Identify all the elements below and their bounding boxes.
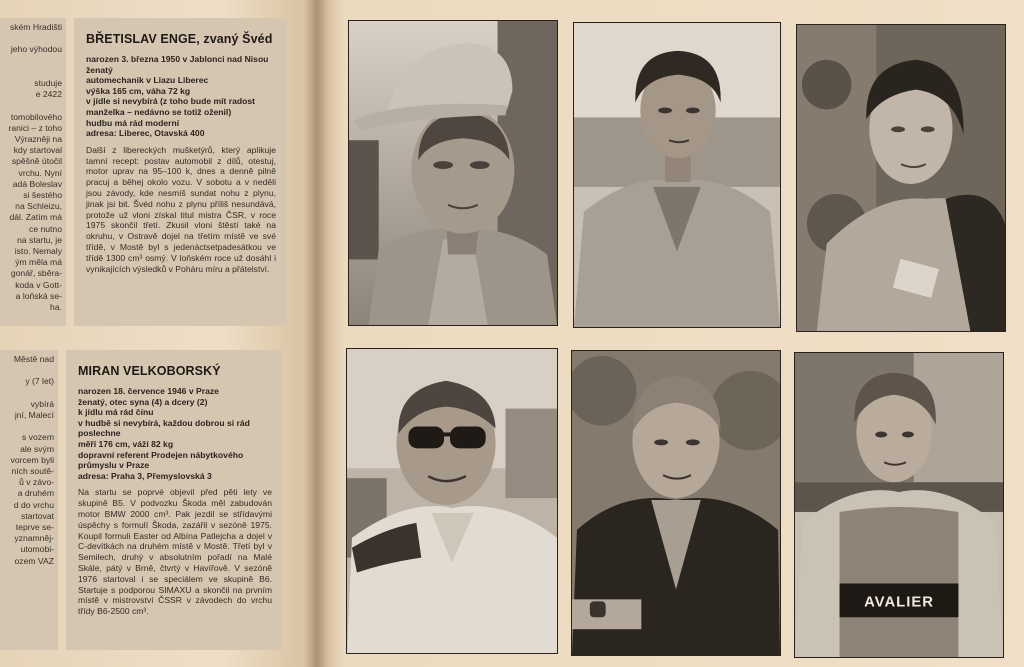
fragment-line: [0, 421, 54, 432]
fragment-line: ým měla má: [15, 257, 62, 268]
fragment-line: ních soutě-: [11, 466, 54, 477]
fact-line: průmyslu v Praze: [78, 460, 150, 471]
fragment-line: ha.: [50, 302, 62, 313]
fact-line: narozen 3. března 1950 v Jablonci nad Nisou: [86, 54, 269, 64]
fact-line: dopravní referent Prodejen nábytkového: [78, 449, 244, 460]
fragment-line: teprve se-: [15, 522, 54, 533]
fragment-line: studuje: [34, 78, 62, 89]
fragment-line: tomobilového: [10, 111, 62, 122]
photo-driver-jacket: [796, 24, 1006, 332]
fragment-line: ce nutno: [29, 223, 62, 234]
fragment-line: vorcem byli: [10, 454, 54, 465]
photo-driver-cap: [348, 20, 558, 326]
fragment-line: dál. Zatím má: [9, 212, 62, 223]
fact-line: hudbu má rád moderní: [86, 117, 180, 128]
fragment-line: [0, 33, 62, 44]
profile-name: MIRAN VELKOBORSKÝ: [78, 364, 221, 378]
fragment-line: vrchu. Nyní: [18, 167, 62, 178]
fragment-line: kdy startoval: [13, 145, 62, 156]
fact-line: ženatý: [86, 64, 113, 75]
fragment-line: e 2422: [35, 89, 62, 100]
profile-name: BŘETISLAV ENGE, zvaný Švéd: [86, 32, 273, 46]
fragment-line: jní, Malecí: [14, 410, 54, 421]
fragment-line: ozem VAZ: [14, 555, 54, 566]
page-gutter: [306, 0, 328, 667]
fragment-line: y (7 let): [25, 376, 54, 387]
profile-description: Na startu se poprvé objevil před pěti lety ve skupině B5. V podvozku Škoda měl zabudován motor BMW 2000 cm³. Pak jezdil se střídavými úspěchy s formulí Škoda, zazářil v sezóně 1975. Koupil formuli Easter od Albína Patlejcha a dojel v C-devítkách na druhém místě v Mostě. Třetí byl v Semilech, druhý v absolutním pořadí na Malé Skále, pátý v Brně, čtvrtý v Havířově. V sezóně 1976 startoval i se speciálem ve skupině B6. Startuje s podporou SIMAXU a skončil na prvním místě v mistrovství ČSSR v závodech do vrchu třídy B6-2500 cm³.: [78, 487, 272, 617]
fragment-line: a druhém: [17, 488, 54, 499]
photo-driver-shirt: [573, 22, 781, 328]
fact-line: adresa: Liberec, Otavská 400: [86, 128, 205, 139]
fragment-line: koda v Gott-: [15, 279, 62, 290]
jacket-print-text: AVALIER: [864, 594, 934, 611]
fact-line: narozen 18. července 1946 v Praze: [78, 386, 219, 396]
fact-line: ženatý, otec syna (4) a dcery (2): [78, 396, 208, 407]
fact-line: k jídlu má rád čínu: [78, 407, 154, 418]
fragment-line: isto. Nemaly: [14, 246, 62, 257]
fragment-line: Městě nad: [13, 354, 54, 364]
fragment-line: si šestého: [23, 190, 62, 201]
left-fragment-box-bottom: [0, 350, 58, 650]
fragment-line: ském Hradišti: [9, 22, 62, 32]
fragment-line: ale svým: [20, 443, 54, 454]
fact-line: v hudbě si nevybírá, každou dobrou si rád: [78, 417, 250, 428]
fragment-line: [0, 388, 54, 399]
fragment-line: spěšně útočil: [11, 156, 62, 167]
profile-description: Další z libereckých mušketýrů, který aplikuje tamní recept: postav automobil z dílů, otestuj, motor uprav na 95–100 k, dnes a denně pilně pracuj a běhej okolo vozu. V sobotu a v neděli jsou závody, kde nesmíš sundat nohu z plynu, jinak jsi bit. Švéd nohu z plynu příliš nesundává, protože už vloni získal titul mistra ČSR, v roce 1975 skončil třetí. Zkusil vloni štěstí také na okruhu, v Ostravě dojel na třetím místě ve své třídě, v Mostě byl s jedenáctsetpadesátkou ve třídě 1300 cm³ osmý. V loňském roce už dosáhl i vynikajících výsledků v Poháru míru a přátelství.: [86, 144, 276, 274]
fragment-line: vybírá: [30, 398, 54, 409]
fragment-line: ů v závo-: [19, 477, 54, 488]
fact-line: adresa: Praha 3, Přemyslovská 3: [78, 470, 212, 481]
fragment-line: na Schleizu,: [15, 201, 62, 212]
left-fragment-text-bottom: [0, 350, 58, 567]
fragment-line: utomobi-: [20, 544, 54, 555]
fact-line: výška 165 cm, váha 72 kg: [86, 85, 191, 96]
profile-enge: [74, 18, 286, 326]
left-fragment-box-top: [0, 18, 66, 326]
photo-driver-leather: [571, 350, 781, 656]
fragment-line: ranici – z toho: [8, 122, 62, 133]
fact-line: měří 176 cm, váží 82 kg: [78, 438, 174, 449]
fragment-line: gonář, sběra-: [10, 268, 62, 279]
fragment-line: [0, 67, 62, 78]
left-fragment-text-top: [0, 18, 66, 313]
fragment-line: Výrazněji na: [14, 134, 62, 145]
fragment-line: adá Boleslav: [12, 178, 62, 189]
fact-line: poslechne: [78, 428, 121, 439]
fragment-line: jeho výhodou: [10, 44, 62, 55]
fragment-line: na startu, je: [17, 234, 62, 245]
fact-line: v jídle si nevybírá (z toho bude mít radost: [86, 96, 256, 107]
profile-facts: [78, 386, 272, 481]
fragment-line: [0, 365, 54, 376]
fragment-line: yznamněj-: [14, 533, 54, 544]
photo-driver-sunglasses: [346, 348, 558, 654]
fragment-line: s vozem: [22, 432, 54, 443]
fragment-line: a loňská se-: [15, 290, 62, 301]
fragment-line: [0, 100, 62, 111]
profile-facts: [86, 54, 276, 139]
photo-driver-sweater: [794, 352, 1004, 658]
fact-line: automechanik v Liazu Liberec: [86, 75, 209, 86]
fragment-line: startovat: [21, 510, 54, 521]
fact-line: manželka – nedávno se totiž oženil): [86, 106, 232, 117]
fragment-line: d do vrchu: [13, 499, 54, 510]
fragment-line: [0, 56, 62, 67]
profile-velkoborsky: [66, 350, 282, 650]
